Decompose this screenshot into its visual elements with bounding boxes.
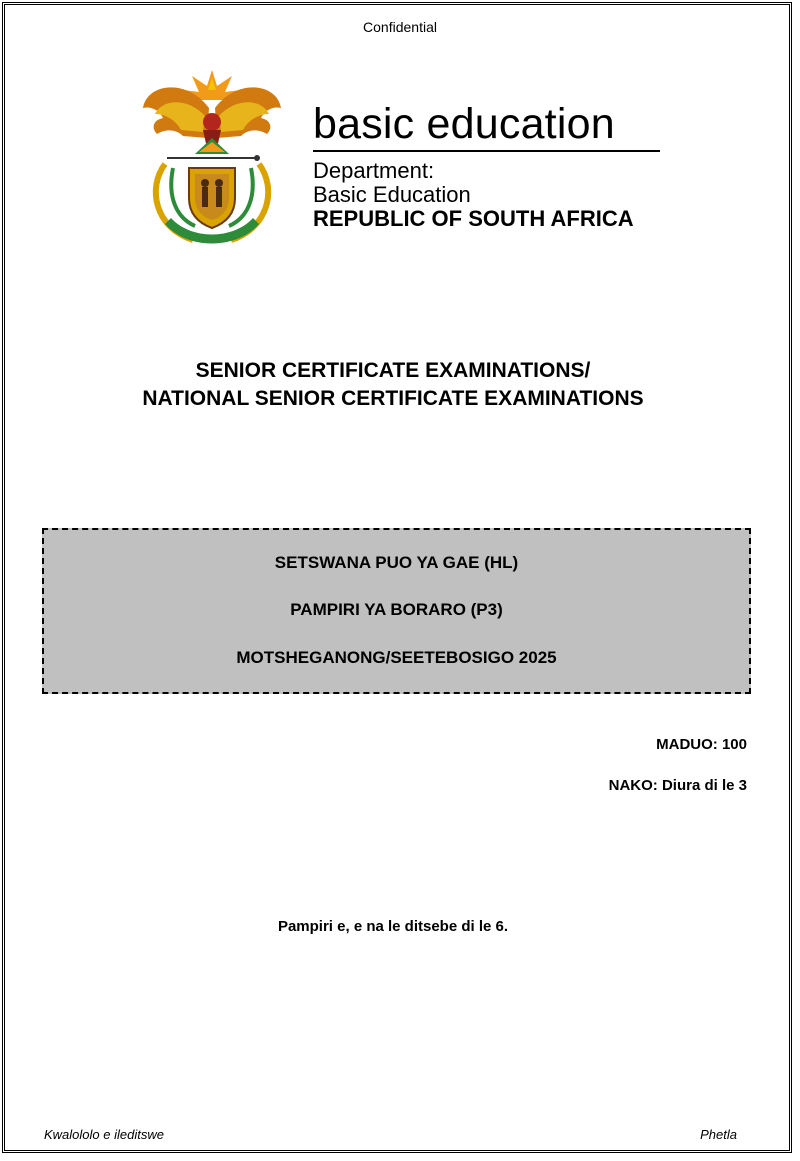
exam-heading-line-1: SENIOR CERTIFICATE EXAMINATIONS/ (195, 359, 591, 382)
subject-name: SETSWANA PUO YA GAE (HL) (274, 553, 519, 572)
brand-title: basic education (313, 100, 615, 148)
subject-box (42, 528, 751, 694)
page-count-note: Pampiri e, e na le ditsebe di le 6. (277, 918, 509, 935)
footer-turn-over: Phetla (700, 1127, 737, 1142)
department-name: Basic Education (313, 182, 471, 207)
footer-copyright: Kwalololo e ileditswe (44, 1127, 164, 1142)
exam-session: MOTSHEGANONG/SEETEBOSIGO 2025 (236, 648, 557, 667)
confidential-label: Confidential (363, 19, 437, 35)
time-label: NAKO: Diura di le 3 (608, 777, 747, 794)
republic-label: REPUBLIC OF SOUTH AFRICA (313, 206, 634, 231)
paper-number: PAMPIRI YA BORARO (P3) (290, 600, 503, 619)
coat-of-arms-logo (137, 68, 287, 250)
department-label: Department: (313, 158, 435, 183)
exam-heading-line-2: NATIONAL SENIOR CERTIFICATE EXAMINATIONS (142, 387, 644, 410)
brand-divider (313, 150, 660, 152)
marks-label: MADUO: 100 (656, 736, 747, 753)
exam-heading (0, 357, 786, 413)
